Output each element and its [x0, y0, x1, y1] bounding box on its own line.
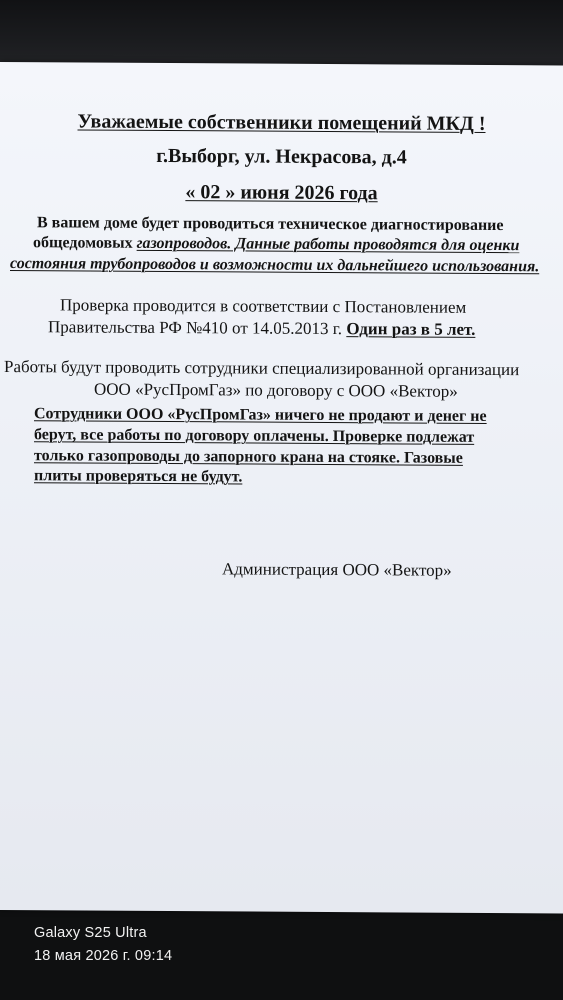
p2-line2-bold: Один раз в 5 лет. — [346, 319, 476, 339]
notice-date: « 02 » июня 2026 года — [185, 181, 378, 205]
p1-line2 — [33, 234, 519, 255]
p4-line3: только газопроводы до запорного крана на стояке. Газовые — [34, 447, 463, 467]
p4-line4: плиты проверяться не будут. — [34, 467, 243, 486]
notice-address: г.Выборг, ул. Некрасова, д.4 — [156, 144, 407, 169]
notice-sheet — [0, 62, 563, 913]
p2-line2 — [48, 317, 475, 340]
p3-line1: Работы будут проводить сотрудники специализированной организации — [4, 357, 520, 380]
p3-line2: ООО «РусПромГаз» по договору с ООО «Вектор» — [94, 379, 458, 401]
p1-line2-italic: газопроводов. Данные работы проводятся для оценки — [136, 234, 520, 255]
p1-line2-plain: общедомовых — [33, 234, 137, 252]
dark-background — [0, 0, 563, 70]
p2-line1: Проверка проводится в соответствии с Постановлением — [60, 295, 467, 317]
p4-line2: берут, все работы по договору оплачены. Проверке подлежат — [34, 426, 475, 446]
signature: Администрация ООО «Вектор» — [222, 559, 452, 580]
camera-device-watermark: Galaxy S25 Ultra — [34, 925, 147, 941]
camera-timestamp-watermark: 18 мая 2026 г. 09:14 — [34, 948, 173, 964]
p1-line1: В вашем доме будет проводиться техническое диагностирование — [37, 214, 504, 235]
p4-line1: Сотрудники ООО «РусПромГаз» ничего не продают и денег не — [34, 405, 487, 425]
notice-title: Уважаемые собственники помещений МКД ! — [77, 110, 486, 135]
p2-line2-plain: Правительства РФ №410 от 14.05.2013 г. — [48, 317, 347, 339]
p1-line3: состояния трубопроводов и возможности их дальнейшего использования. — [10, 255, 540, 276]
